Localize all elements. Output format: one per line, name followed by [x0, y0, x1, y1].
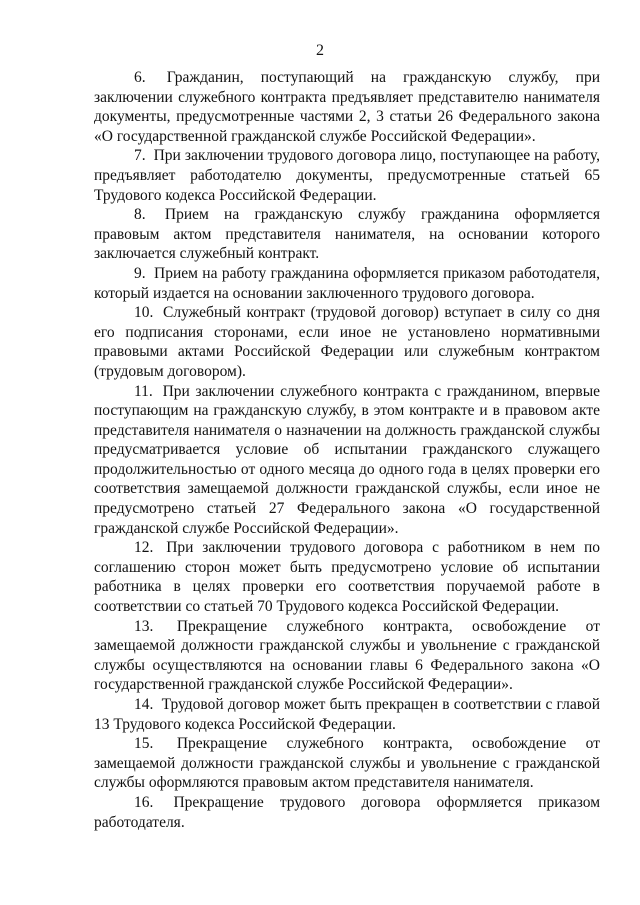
- paragraph-6: [94, 68, 600, 146]
- paragraph-10: [94, 303, 600, 381]
- paragraph-text: Прекращение служебного контракта, освобождение от замещаемой должности гражданской службы и увольнение с гражданской службы оформляются правовым актом представителя нанимателя.: [94, 735, 600, 792]
- paragraph-text: Прием на работу гражданина оформляется приказом работодателя, который издается на основании заключенного трудового договора.: [94, 264, 601, 302]
- paragraph-number: 15.: [134, 735, 154, 753]
- paragraph-7: [94, 146, 600, 205]
- paragraph-number: 16.: [134, 793, 154, 811]
- paragraph-8: [94, 205, 600, 264]
- paragraph-text: Прекращение трудового договора оформляется приказом работодателя.: [94, 793, 601, 831]
- paragraph-13: [94, 617, 600, 695]
- paragraph-number: 7.: [134, 147, 146, 165]
- paragraph-14: [94, 695, 600, 734]
- paragraph-text: Прекращение служебного контракта, освобождение от замещаемой должности гражданской службы и увольнение с гражданской службы осуществляются на основании главы 6 Федерального закона «О государственной гражданской службе Российской Федерации».: [94, 617, 600, 694]
- paragraph-text: При заключении трудового договора с работником в нем по соглашению сторон может быть предусмотрено условие об испытании работника в целях проверки его соответствия поручаемой работе в соответствии со статьей 70 Трудового кодекса Российской Федерации.: [94, 539, 600, 616]
- document-body: [94, 68, 600, 832]
- paragraph-number: 12.: [134, 539, 154, 557]
- paragraph-12: [94, 538, 600, 616]
- paragraph-text: Служебный контракт (трудовой договор) вступает в силу со дня его подписания сторонами, если иное не установлено нормативными правовыми актами Российской Федерации или служебным контрактом (трудовым договором).: [94, 304, 601, 380]
- paragraph-text: При заключении служебного контракта с гражданином, впервые поступающим на гражданскую службу, в этом контракте и в правовом акте представителя нанимателя о назначении на должность гражданской службы предусматривается условие об испытании гражданского служащего продолжительностью от одного месяца до одного года в целях проверки его соответствия замещаемой должности гражданской службы, если иное не предусмотрено статьей 27 Федерального закона «О государственной гражданской службе Российской Федерации».: [94, 382, 601, 537]
- paragraph-text: Трудовой договор может быть прекращен в соответствии с главой 13 Трудового кодекса Российской Федерации.: [94, 696, 601, 733]
- paragraph-16: [94, 793, 600, 832]
- paragraph-15: [94, 734, 600, 793]
- paragraph-number: 14.: [134, 696, 154, 713]
- paragraph-number: 8.: [134, 206, 146, 224]
- paragraph-number: 9.: [134, 264, 146, 282]
- paragraph-9: [94, 264, 600, 303]
- page-number: 2: [316, 42, 324, 59]
- paragraph-11: [94, 382, 600, 539]
- paragraph-number: 6.: [134, 69, 146, 86]
- paragraph-number: 13.: [134, 617, 154, 635]
- paragraph-text: Прием на гражданскую службу гражданина оформляется правовым актом представителя нанимателя, на основании которого заключается служебный контракт.: [94, 206, 600, 263]
- paragraph-text: При заключении трудового договора лицо, поступающее на работу, предъявляет работодателю документы, предусмотренные статьей 65 Трудового кодекса Российской Федерации.: [94, 147, 601, 204]
- paragraph-number: 11.: [134, 382, 153, 400]
- paragraph-number: 10.: [134, 304, 154, 322]
- paragraph-text: Гражданин, поступающий на гражданскую службу, при заключении служебного контракта предъявляет представителю нанимателя документы, предусмотренные частями 2, 3 статьи 26 Федерального закона «О государственной гражданской службе Российской Федерации».: [94, 69, 601, 145]
